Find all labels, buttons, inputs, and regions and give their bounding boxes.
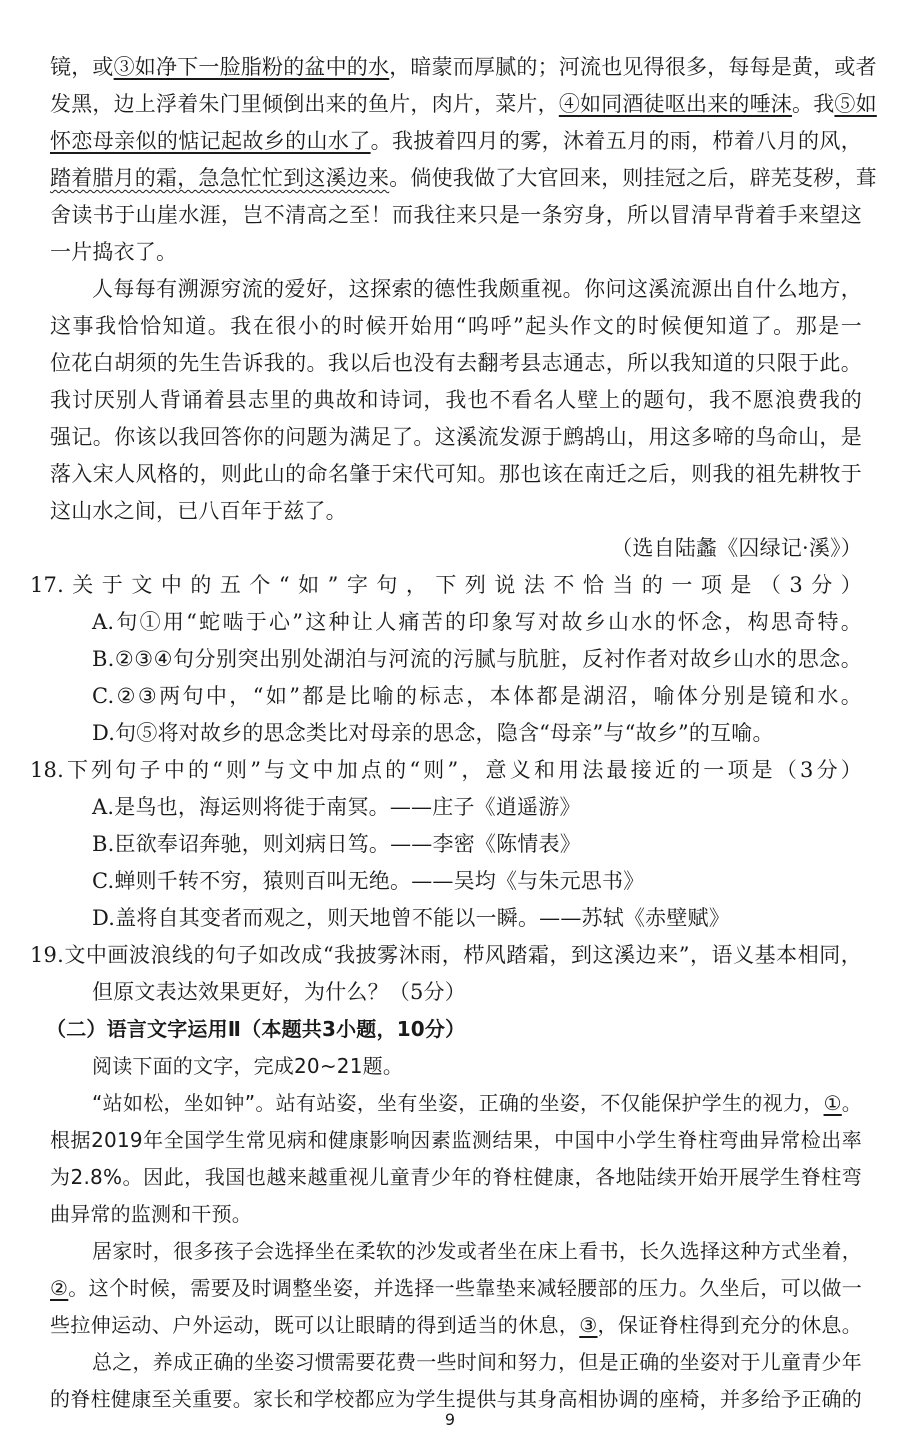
article-line: 居家时，很多孩子会选择坐在柔软的沙发或者坐在床上看书，长久选择这种方式坐着， <box>92 1239 862 1263</box>
text-span: ，保证脊柱得到充分的休息。 <box>597 1313 862 1337</box>
question-19-stem: 19.文中画波浪线的句子如改成“我披雾沐雨，栉风踏霜，到这溪边来”，语义基本相同， <box>30 943 862 967</box>
section-2-intro: 阅读下面的文字，完成20~21题。 <box>92 1054 404 1078</box>
passage-line <box>50 89 877 119</box>
article-line: 的脊柱健康至关重要。家长和学校都应为学生提供与其身高相协调的座椅，并多给予正确的 <box>50 1387 862 1411</box>
text-span: 。倘使我做了大官回来，则挂冠之后，辟芜芟秽，葺 <box>389 166 877 190</box>
passage-line: 舍读书于山崖水涯，岂不清高之至！而我往来只是一条穷身，所以冒清早背着手来望这 <box>50 203 862 227</box>
text-span: 镜，或 <box>50 55 114 79</box>
question-18-option-a: A.是鸟也，海运则将徙于南冥。——庄子《逍遥游》 <box>92 795 581 819</box>
question-18-stem: 18.下列句子中的“则”与文中加点的“则”，意义和用法最接近的一项是（3分） <box>30 758 862 782</box>
text-span: 。这个时候，需要及时调整坐姿，并选择一些靠垫来减轻腰部的压力。久坐后，可以做一 <box>68 1276 862 1300</box>
text-span: 。我披着四月的雾，沐着五月的雨，栉着八月的风， <box>370 129 862 153</box>
passage-line <box>50 52 877 82</box>
text-span: “站如松，坐如钟”。站有站姿，坐有坐姿，正确的坐姿，不仅能保护学生的视力， <box>92 1091 824 1115</box>
blank-2: ② <box>50 1276 69 1300</box>
question-18-option-c: C.蝉则千转不穷，猿则百叫无绝。——吴均《与朱元思书》 <box>92 869 645 893</box>
passage-line: 落入宋人风格的，则此山的命名肇于宋代可知。那也该在南迁之后，则我的祖先耕牧于 <box>50 462 862 486</box>
section-2-title: （二）语言文字运用Ⅱ（本题共3小题，10分） <box>46 1017 466 1041</box>
passage-line: 强记。你该以我回答你的问题为满足了。这溪流发源于鹧鸪山，用这多啼的鸟命山，是 <box>50 425 862 449</box>
question-17-option-b: B.②③④句分别突出别处湖泊与河流的污腻与肮脏，反衬作者对故乡山水的思念。 <box>92 647 862 671</box>
underlined-sentence-4: ④如同酒徒呕出来的唾沫 <box>558 92 793 116</box>
article-line <box>92 1088 862 1118</box>
article-line: 曲异常的监测和干预。 <box>50 1202 252 1226</box>
page-number: 9 <box>444 1410 456 1429</box>
blank-3: ③ <box>579 1313 598 1337</box>
passage-source: （选自陆蠡《囚绿记·溪》） <box>611 536 862 560</box>
article-line: 根据2019年全国学生常见病和健康影响因素监测结果，中国中小学生脊柱弯曲异常检出率 <box>50 1128 862 1152</box>
question-17-stem: 17.关于文中的五个“如”字句，下列说法不恰当的一项是（3分） <box>30 573 862 597</box>
passage-line <box>50 126 862 156</box>
underlined-sentence-3: ③如净下一脸脂粉的盆中的水 <box>113 55 390 79</box>
text-span: ，暗蒙而厚腻的；河流也见得很多，每每是黄，或者 <box>389 55 877 79</box>
text-span: 些拉伸运动、户外运动，既可以让眼睛的得到适当的休息， <box>50 1313 580 1337</box>
underlined-sentence-5-start: ⑤如 <box>834 92 877 116</box>
text-span: 。我 <box>792 92 835 116</box>
question-18-option-d: D.盖将自其变者而观之，则天地曾不能以一瞬。——苏轼《赤壁赋》 <box>92 906 730 930</box>
passage-line: 人每每有溯源穷流的爱好，这探索的德性我颇重视。你问这溪流源出自什么地方， <box>92 277 862 301</box>
question-17-option-d: D.句⑤将对故乡的思念类比对母亲的思念，隐含“母亲”与“故乡”的互喻。 <box>92 721 774 745</box>
passage-line: 这事我恰恰知道。我在很小的时候开始用“呜呼”起头作文的时候便知道了。那是一 <box>50 314 862 338</box>
question-17-option-a: A.句①用“蛇啮于心”这种让人痛苦的印象写对故乡山水的怀念，构思奇特。 <box>92 610 862 634</box>
question-19-stem-cont: 但原文表达效果更好，为什么？（5分） <box>92 980 466 1004</box>
passage-line: 位花白胡须的先生告诉我的。我以后也没有去翻考县志通志，所以我知道的只限于此。 <box>50 351 862 375</box>
underlined-sentence-5-end: 怀恋母亲似的惦记起故乡的山水了 <box>50 129 371 153</box>
article-line <box>50 1273 862 1303</box>
passage-line: 一片捣衣了。 <box>50 240 178 264</box>
question-17-option-c: C.②③两句中，“如”都是比喻的标志，本体都是湖沼，喻体分别是镜和水。 <box>92 684 862 708</box>
text-span: 发黑，边上浮着朱门里倾倒出来的鱼片，肉片，菜片， <box>50 92 559 116</box>
wavy-underlined-sentence: 踏着腊月的霜，急急忙忙到这溪边来 <box>50 166 390 190</box>
blank-1: ① <box>823 1091 842 1115</box>
article-line: 为2.8%。因此，我国也越来越重视儿童青少年的脊柱健康，各地陆续开始开展学生脊柱弯 <box>50 1165 862 1189</box>
passage-line <box>50 163 877 193</box>
question-18-option-b: B.臣欲奉诏奔驰，则刘病日笃。——李密《陈情表》 <box>92 832 581 856</box>
passage-line: 这山水之间，已八百年于兹了。 <box>50 499 347 523</box>
passage-line: 我讨厌别人背诵着县志里的典故和诗词，我也不看名人壁上的题句，我不愿浪费我的 <box>50 388 862 412</box>
text-span: 。 <box>841 1091 862 1115</box>
article-line: 总之，养成正确的坐姿习惯需要花费一些时间和努力，但是正确的坐姿对于儿童青少年 <box>92 1350 862 1374</box>
article-line <box>50 1310 862 1340</box>
